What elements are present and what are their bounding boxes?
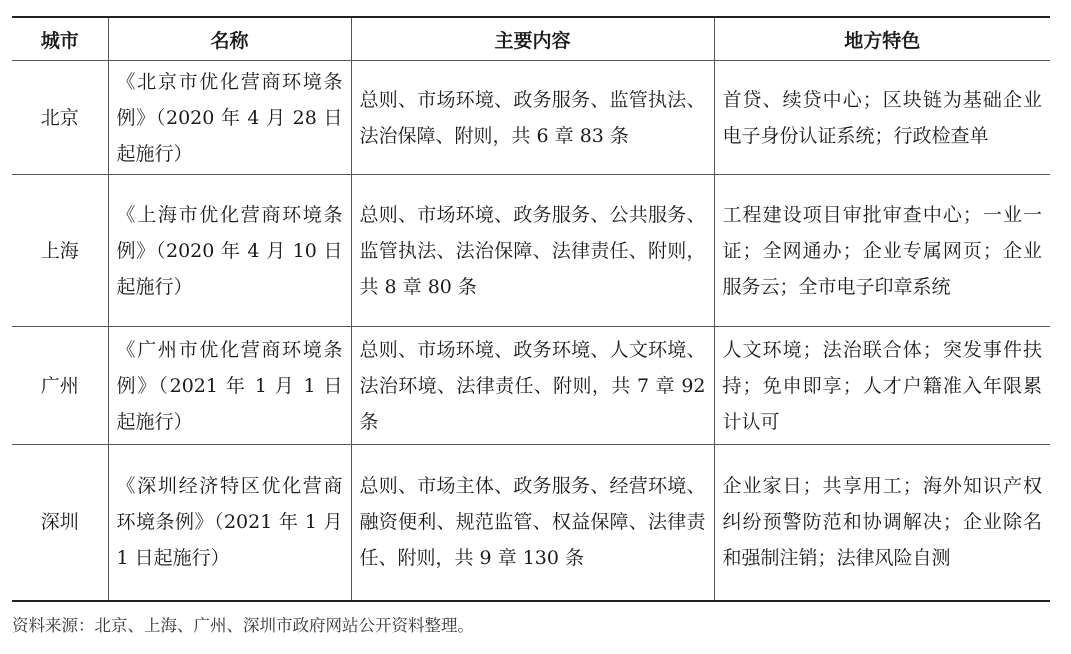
header-name: 名称 [108, 17, 351, 61]
feature-cell: 人文环境；法治联合体；突发事件扶持；免申即享；人才户籍准入年限累计认可 [714, 327, 1050, 445]
content-cell: 总则、市场环境、政务服务、公共服务、监管执法、法治保障、法律责任、附则，共 8 章 80 条 [351, 175, 714, 327]
header-city: 城市 [12, 17, 108, 61]
header-content: 主要内容 [351, 17, 714, 61]
name-cell: 《广州市优化营商环境条例》（2021 年 1 月 1 日起施行） [108, 327, 351, 445]
content-cell: 总则、市场主体、政务服务、经营环境、融资便利、规范监管、权益保障、法律责任、附则，共 9 章 130 条 [351, 445, 714, 601]
feature-cell: 工程建设项目审批审查中心；一业一证；全网通办；企业专属网页；企业服务云；全市电子印章系统 [714, 175, 1050, 327]
table-row [12, 175, 1050, 327]
city-cell: 深圳 [12, 445, 108, 601]
feature-cell: 企业家日；共享用工；海外知识产权纠纷预警防范和协调解决；企业除名和强制注销；法律风险自测 [714, 445, 1050, 601]
table-header-row [12, 17, 1050, 61]
content-cell: 总则、市场环境、政务服务、监管执法、法治保障、附则，共 6 章 83 条 [351, 61, 714, 175]
name-cell: 《深圳经济特区优化营商环境条例》（2021 年 1 月 1 日起施行） [108, 445, 351, 601]
content-cell: 总则、市场环境、政务环境、人文环境、法治环境、法律责任、附则，共 7 章 92 条 [351, 327, 714, 445]
table-row [12, 445, 1050, 601]
feature-cell: 首贷、续贷中心；区块链为基础企业电子身份认证系统；行政检查单 [714, 61, 1050, 175]
city-cell: 上海 [12, 175, 108, 327]
table-row [12, 61, 1050, 175]
regulations-table [12, 16, 1050, 602]
city-cell: 广州 [12, 327, 108, 445]
header-feature: 地方特色 [714, 17, 1050, 61]
table-row [12, 327, 1050, 445]
source-note: 资料来源：北京、上海、广州、深圳市政府网站公开资料整理。 [12, 615, 474, 635]
city-cell: 北京 [12, 61, 108, 175]
document-body [12, 16, 1050, 636]
name-cell: 《上海市优化营商环境条例》（2020 年 4 月 10 日起施行） [108, 175, 351, 327]
name-cell: 《北京市优化营商环境条例》（2020 年 4 月 28 日起施行） [108, 61, 351, 175]
